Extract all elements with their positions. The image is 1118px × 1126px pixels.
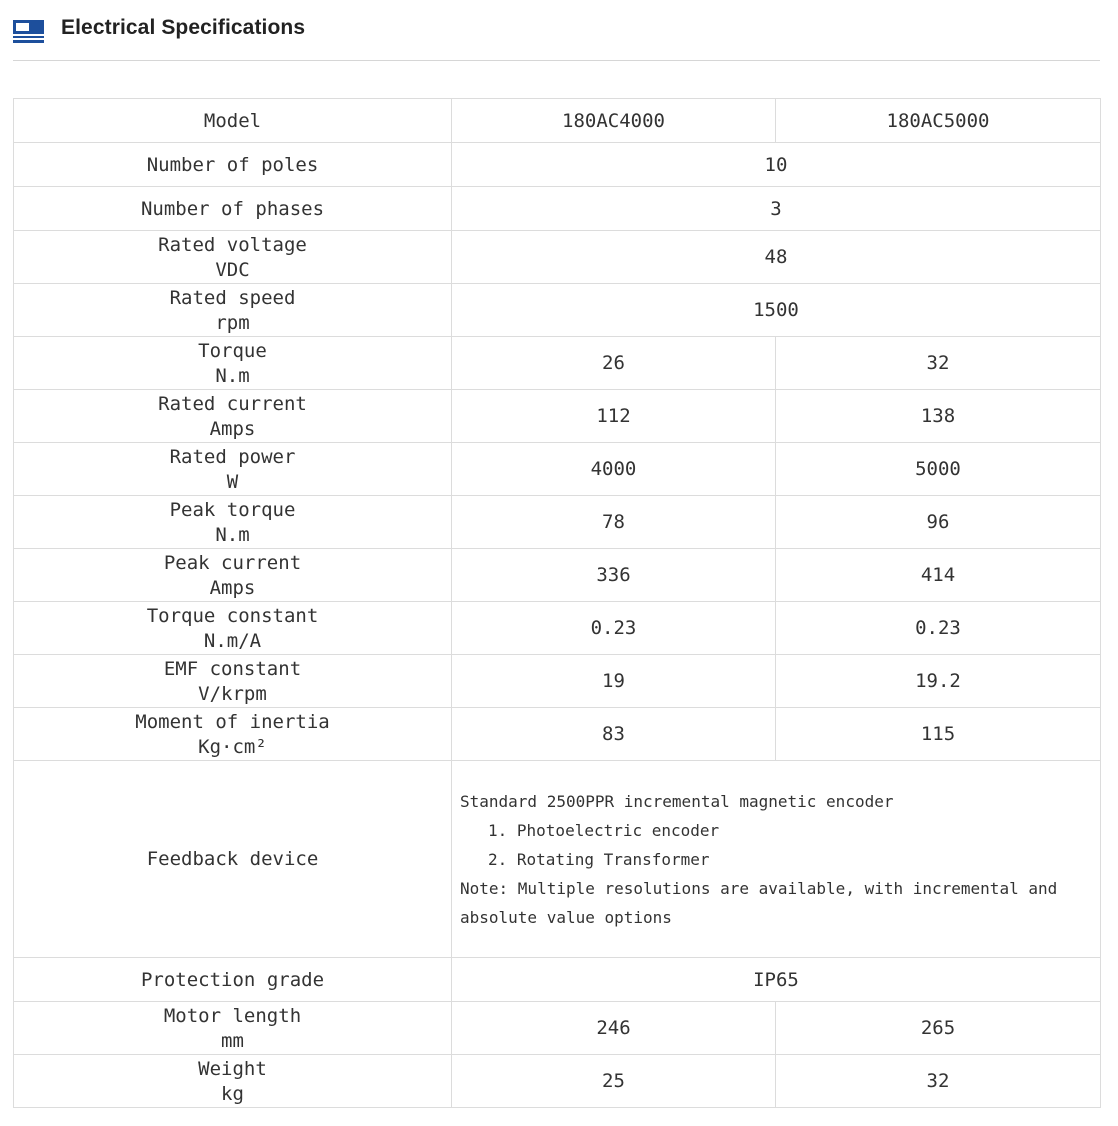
row-label-cell — [14, 655, 452, 708]
row-label: Protection grade — [14, 958, 452, 1002]
row-unit: VDC — [215, 259, 250, 281]
row-label: EMF constant — [163, 658, 302, 680]
value-180ac5000: 96 — [776, 496, 1101, 549]
row-unit: Kg·cm² — [198, 736, 267, 758]
value-180ac5000: 138 — [776, 390, 1101, 443]
value-180ac5000: 265 — [776, 1002, 1101, 1055]
row-value: 3 — [452, 187, 1101, 231]
row-label-cell — [14, 284, 452, 337]
row-value: IP65 — [452, 958, 1101, 1002]
row-label-cell — [14, 337, 452, 390]
row-unit: N.m/A — [203, 630, 262, 652]
table-row — [14, 187, 1101, 231]
spec-table — [13, 98, 1101, 1108]
row-unit: N.m — [215, 365, 250, 387]
model-180ac4000: 180AC4000 — [452, 99, 776, 143]
row-label-cell — [14, 1055, 452, 1108]
table-row — [14, 390, 1101, 443]
table-row — [14, 284, 1101, 337]
value-180ac5000: 0.23 — [776, 602, 1101, 655]
row-label: Number of poles — [14, 143, 452, 187]
value-180ac4000: 78 — [452, 496, 776, 549]
section-header — [13, 0, 1100, 61]
row-label: Moment of inertia — [135, 711, 330, 733]
table-row — [14, 337, 1101, 390]
row-label: Number of phases — [14, 187, 452, 231]
feedback-description — [452, 761, 1101, 958]
value-180ac4000: 336 — [452, 549, 776, 602]
value-180ac4000: 83 — [452, 708, 776, 761]
value-180ac4000: 112 — [452, 390, 776, 443]
row-unit: rpm — [215, 312, 250, 334]
feedback-option: 1. Photoelectric encoder — [488, 820, 720, 840]
table-row — [14, 761, 1101, 958]
row-label: Peak torque — [169, 499, 296, 521]
row-label-cell — [14, 708, 452, 761]
row-label-cell — [14, 602, 452, 655]
table-row — [14, 958, 1101, 1002]
row-unit: N.m — [215, 524, 250, 546]
row-unit: W — [226, 471, 239, 493]
value-180ac4000: 19 — [452, 655, 776, 708]
row-label-cell — [14, 549, 452, 602]
row-label: Torque constant — [146, 605, 319, 627]
value-180ac4000: 246 — [452, 1002, 776, 1055]
feedback-note: Note: Multiple resolutions are available, with incremental and absolute value options — [460, 878, 1058, 927]
table-row — [14, 443, 1101, 496]
table-row — [14, 655, 1101, 708]
table-row — [14, 496, 1101, 549]
row-label: Rated speed — [169, 287, 296, 309]
feedback-option: 2. Rotating Transformer — [488, 849, 710, 869]
row-label-cell — [14, 1002, 452, 1055]
row-label-cell — [14, 443, 452, 496]
row-label: Rated power — [169, 446, 296, 468]
feedback-label: Feedback device — [14, 761, 452, 958]
row-unit: mm — [221, 1030, 244, 1052]
value-180ac4000: 0.23 — [452, 602, 776, 655]
model-label: Model — [14, 99, 452, 143]
value-180ac5000: 32 — [776, 337, 1101, 390]
row-value: 1500 — [452, 284, 1101, 337]
value-180ac5000: 414 — [776, 549, 1101, 602]
value-180ac5000: 19.2 — [776, 655, 1101, 708]
value-180ac4000: 26 — [452, 337, 776, 390]
row-label-cell — [14, 390, 452, 443]
page-title: Electrical Specifications — [61, 16, 306, 39]
row-value: 10 — [452, 143, 1101, 187]
row-unit: kg — [221, 1083, 244, 1105]
feedback-line: Standard 2500PPR incremental magnetic encoder — [460, 791, 894, 811]
table-row — [14, 1002, 1101, 1055]
row-label: Motor length — [163, 1005, 302, 1027]
row-label-cell — [14, 496, 452, 549]
row-label: Rated voltage — [158, 234, 307, 256]
row-value: 48 — [452, 231, 1101, 284]
table-row — [14, 549, 1101, 602]
row-label: Weight — [198, 1058, 267, 1080]
row-unit: Amps — [209, 577, 256, 599]
value-180ac4000: 25 — [452, 1055, 776, 1108]
spec-sheet-icon — [13, 20, 44, 43]
value-180ac5000: 115 — [776, 708, 1101, 761]
table-row — [14, 99, 1101, 143]
row-label: Rated current — [158, 393, 307, 415]
model-180ac5000: 180AC5000 — [776, 99, 1101, 143]
value-180ac4000: 4000 — [452, 443, 776, 496]
table-row — [14, 143, 1101, 187]
row-unit: Amps — [209, 418, 256, 440]
row-label: Torque — [198, 340, 267, 362]
table-row — [14, 708, 1101, 761]
row-label-cell — [14, 231, 452, 284]
table-row — [14, 1055, 1101, 1108]
table-row — [14, 602, 1101, 655]
value-180ac5000: 5000 — [776, 443, 1101, 496]
row-unit: V/krpm — [198, 683, 267, 705]
value-180ac5000: 32 — [776, 1055, 1101, 1108]
row-label: Peak current — [163, 552, 302, 574]
table-row — [14, 231, 1101, 284]
